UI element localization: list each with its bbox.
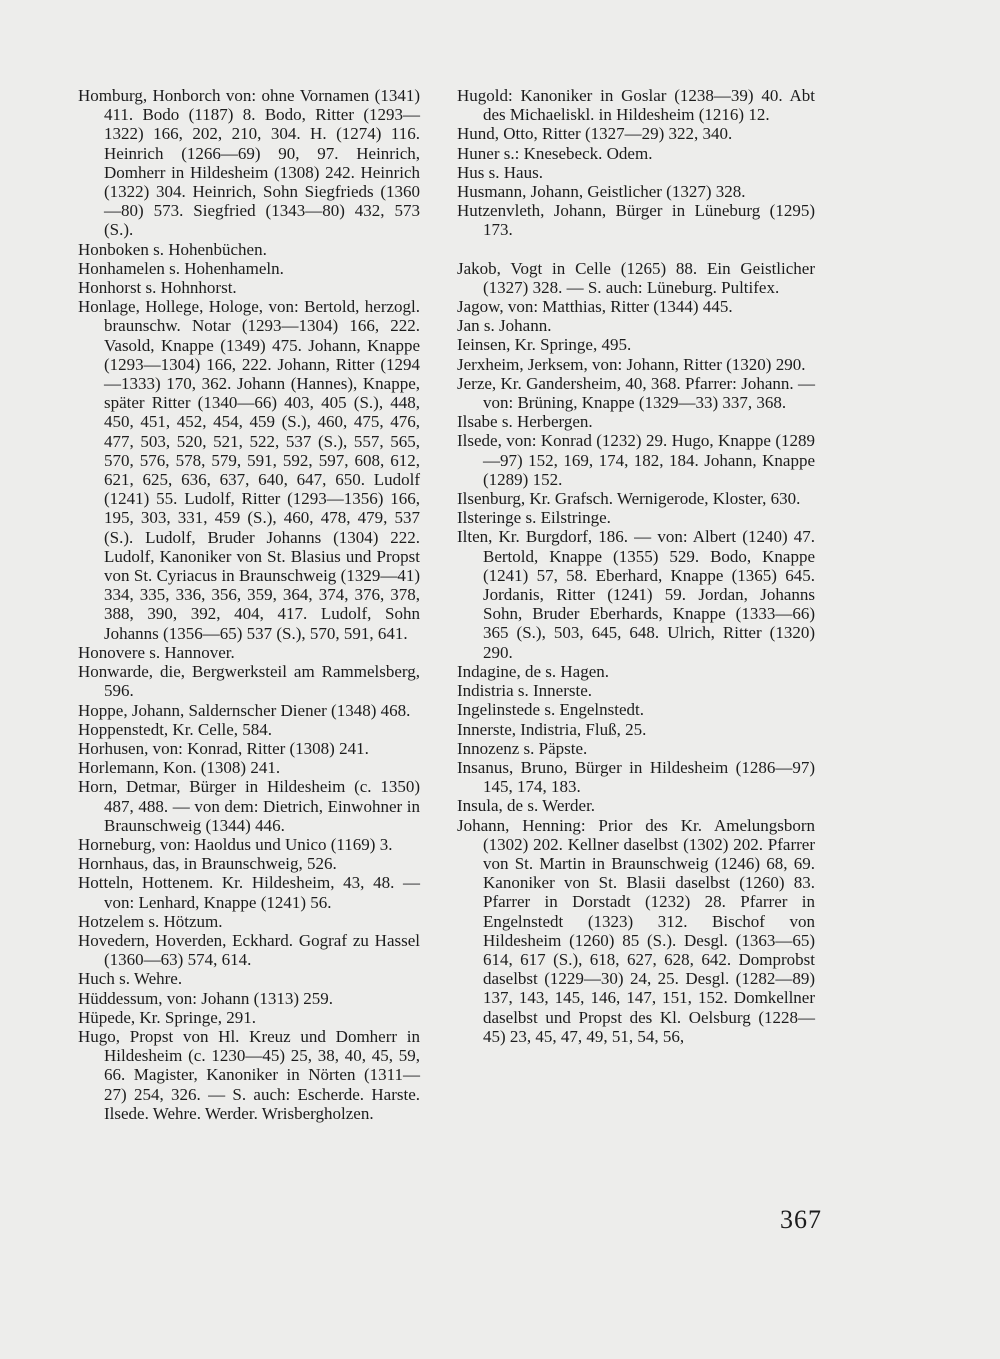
index-entry: Hoppe, Johann, Saldernscher Diener (1348) 468. — [78, 700, 411, 720]
index-entry: Insanus, Bruno, Bürger in Hildesheim (1286—97) 145, 174, 183. — [457, 757, 815, 797]
index-entry: Hund, Otto, Ritter (1327—29) 322, 340. — [457, 124, 733, 144]
index-entry: Horneburg, von: Haoldus und Unico (1169) 3. — [78, 834, 393, 854]
index-entry: Jagow, von: Matthias, Ritter (1344) 445. — [457, 297, 733, 317]
index-entry: Ieinsen, Kr. Springe, 495. — [457, 335, 632, 355]
index-entry: Hotzelem s. Hötzum. — [78, 911, 223, 931]
index-entry: Hus s. Haus. — [457, 162, 543, 182]
index-entry: Jerze, Kr. Gandersheim, 40, 368. Pfarrer: Johann. — von: Brüning, Knappe (1329—33) 337, 368. — [457, 373, 815, 413]
index-entry: Ilsabe s. Herbergen. — [457, 412, 593, 432]
index-entry: Ilten, Kr. Burgdorf, 186. — von: Albert (1240) 47. Bertold, Knappe (1355) 529. Bodo, Knappe (1241) 57, 58. Eberhard, Knappe (1365) 645. Jordanis, Ritter (1241) 59. Jordan, Johanns Sohn, Bruder Eberhards, Knappe (1333—66) 365 (S.), 503, 645, 648. Ulrich, Ritter (1320) 290. — [457, 527, 815, 662]
index-entry: Ilsteringe s. Eilstringe. — [457, 508, 611, 528]
index-entry: Indagine, de s. Hagen. — [457, 661, 610, 681]
index-entry: Honhorst s. Hohnhorst. — [78, 278, 237, 298]
index-entry: Huner s.: Knesebeck. Odem. — [457, 143, 653, 163]
index-entry: Hoppenstedt, Kr. Celle, 584. — [78, 719, 273, 739]
index-entry: Hovedern, Hoverden, Eckhard. Gograf zu Hassel (1360—63) 574, 614. — [78, 930, 420, 970]
index-entry: Hotteln, Hottenem. Kr. Hildesheim, 43, 48. — von: Lenhard, Knappe (1241) 56. — [78, 873, 420, 912]
index-entry: Honboken s. Hohenbüchen. — [78, 239, 267, 259]
index-entry: Innozenz s. Päpste. — [457, 738, 588, 758]
letter-section-gap — [457, 240, 815, 259]
index-entry: Hornhaus, das, in Braunschweig, 526. — [78, 854, 337, 874]
index-entry: Hutzenvleth, Johann, Bürger in Lüneburg (1295) 173. — [457, 201, 815, 240]
index-entry: Ilsenburg, Kr. Grafsch. Wernigerode, Kloster, 630. — [457, 489, 801, 509]
index-entry: Insula, de s. Werder. — [457, 796, 596, 816]
index-entry: Horlemann, Kon. (1308) 241. — [78, 758, 281, 778]
index-entry: Hüpede, Kr. Springe, 291. — [78, 1007, 257, 1027]
index-entry: Ilsede, von: Konrad (1232) 29. Hugo, Knappe (1289—97) 152, 169, 174, 182, 184. Johann, Knappe (1289) 152. — [457, 431, 815, 489]
index-entry: Innerste, Indistria, Fluß, 25. — [457, 719, 647, 739]
index-entry: Honhamelen s. Hohenhameln. — [78, 258, 284, 278]
index-entry: Horn, Detmar, Bürger in Hildesheim (c. 1350) 487, 488. — von dem: Dietrich, Einwohner in Braunschweig (1344) 446. — [78, 777, 420, 835]
index-entry: Horhusen, von: Konrad, Ritter (1308) 241. — [78, 738, 369, 758]
index-entry: Jerxheim, Jerksem, von: Johann, Ritter (1320) 290. — [457, 354, 806, 374]
index-entry: Honovere s. Hannover. — [78, 642, 235, 662]
index-entry: Jan s. Johann. — [457, 316, 552, 336]
index-entry: Hugo, Propst von Hl. Kreuz und Domherr in Hildesheim (c. 1230—45) 25, 38, 40, 45, 59, 66. Magister, Kanoniker in Nörten (1311—27) 254, 326. — S. auch: Escherde. Harste. Ilsede. Wehre. Werder. Wrisbergholzen. — [78, 1026, 420, 1123]
left-column — [78, 86, 420, 1123]
index-entry: Johann, Henning: Prior des Kr. Amelungsborn (1302) 202. Kellner daselbst (1302) 202. Pfarrer von St. Martin in Braunschweig (1246) 68, 69. Kanoniker von St. Blasii daselbst (1260) 83. Pfarrer in Dorstadt (1232) 28. Pfarrer in Engelnstedt (1323) 312. Bischof von Hildesheim (1260) 85 (S.). Desgl. (1363—65) 614, 617 (S.), 618, 627, 628, 642. Domprobst daselbst (1229—30) 24, 25. Desgl. (1282—89) 137, 143, 145, 146, 147, 151, 152. Domkellner daselbst und Propst des Kl. Oelsburg (1228—45) 23, 45, 47, 49, 51, 54, 56, — [457, 815, 815, 1046]
index-entry: Jakob, Vogt in Celle (1265) 88. Ein Geistlicher (1327) 328. — S. auch: Lüneburg. Pultifex. — [457, 258, 815, 297]
index-entry: Hüddessum, von: Johann (1313) 259. — [78, 988, 333, 1008]
index-entry: Honlage, Hollege, Hologe, von: Bertold, herzogl. braunschw. Notar (1293—1304) 166, 222. Vasold, Knappe (1349) 475. Johann, Knappe (1293—1304) 166, 222. Johann, Ritter (1294—1333) 170, 362. Johann (Hannes), Knappe, später Ritter (1340—66) 403, 405 (S.), 448, 450, 451, 452, 454, 459 (S.), 460, 475, 476, 477, 503, 520, 521, 522, 537 (S.), 557, 565, 570, 576, 578, 579, 591, 592, 597, 608, 612, 621, 625, 636, 637, 640, 647, 650. Ludolf (1241) 55. Ludolf, Ritter (1293—1356) 166, 195, 303, 331, 459 (S.), 460, 478, 479, 537 (S.). Ludolf, Bruder Johanns (1304) 222. Ludolf, Kanoniker von St. Blasius und Propst von St. Cyriacus in Braunschweig (1329—41) 334, 335, 336, 356, 359, 364, 374, 376, 378, 388, 390, 392, 404, 417. Ludolf, Sohn Johanns (1356—65) 537 (S.), 570, 591, 641. — [78, 297, 420, 643]
index-entry: Indistria s. Innerste. — [457, 681, 593, 701]
index-entry: Ingelinstede s. Engelnstedt. — [457, 700, 644, 720]
index-entry: Honwarde, die, Bergwerksteil am Rammelsberg, 596. — [78, 662, 420, 701]
index-entry: Homburg, Honborch von: ohne Vornamen (1341) 411. Bodo (1187) 8. Bodo, Ritter (1293—1322) 166, 202, 210, 304. H. (1274) 116. Heinrich (1266—69) 90, 97. Heinrich, Domherr in Hildesheim (1308) 242. Heinrich (1322) 304. Heinrich, Sohn Siegfrieds (1360—80) 573. Siegfried (1343—80) 432, 573 (S.). — [78, 86, 420, 240]
page-number: 367 — [780, 1205, 822, 1234]
right-column — [457, 86, 815, 1046]
index-entry: Huch s. Wehre. — [78, 969, 183, 989]
index-entry: Husmann, Johann, Geistlicher (1327) 328. — [457, 182, 746, 202]
index-entry: Hugold: Kanoniker in Goslar (1238—39) 40. Abt des Michaeliskl. in Hildesheim (1216) 12. — [457, 86, 815, 125]
